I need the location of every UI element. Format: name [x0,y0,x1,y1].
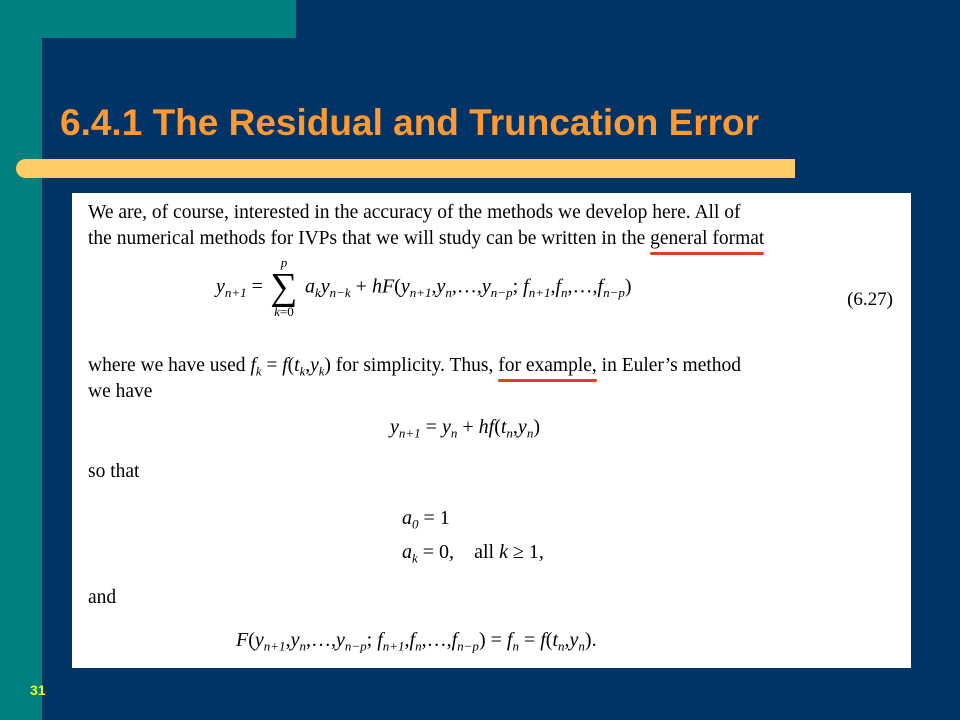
para1-line2-text: the numerical methods for IVPs that we will study can be written in the [88,228,651,249]
coefficient-a0: $a_0 = 1$ [402,507,450,532]
slide-title: 6.4.1 The Residual and Truncation Error [60,102,760,143]
para1-line1: We are, of course, interested in the accuracy of the methods we develop here. All of [88,202,741,223]
para2-line1: where we have used $f_k = f(t_k,y_k)$ for simplicity. Thus, for example, in Euler’s method [88,355,742,379]
highlight-general-format: general format [650,228,765,249]
page-number: 31 [30,682,46,698]
sum-symbol: p ∑ k=0 [270,255,298,319]
F-definition-equation: $F(y_{n+1},y_n,\dots,y_{n-p}$; $f_{n+1},f_n,\dots,f_{n-p}) = f_n = f(t_n,y_n)$. [236,629,597,654]
title-rule [16,159,795,178]
para2-text-c: in Euler’s method [596,355,742,376]
para2-line2: we have [88,381,153,402]
para2-text-a: where we have used [88,355,251,376]
corner-curve [42,38,102,98]
highlight-for-example: for example, [498,355,597,376]
document-excerpt [72,193,911,668]
left-accent-bar [0,0,42,720]
all-text: all [474,541,495,563]
and-text: and [88,587,117,608]
para2-text-b: for simplicity. Thus, [330,355,499,376]
so-that-text: so that [88,461,140,482]
equation-number: (6.27) [847,289,893,310]
euler-equation: $y_{n+1} = y_n + hf(t_n,y_n)$ [390,416,540,441]
equation-6-27: $y_{n+1}$ = p ∑ k=0 $a_ky_{n-k}$ + $hF(y_{n+1},y_n,\dots,y_{n-p}$; $f_{n+1},f_n,\dots,f_{n-p}$) [216,255,632,319]
top-accent-block [0,0,296,38]
coefficient-ak: $a_k = 0$, all k ≥ 1, [402,541,544,566]
para1-line2 [88,227,764,251]
